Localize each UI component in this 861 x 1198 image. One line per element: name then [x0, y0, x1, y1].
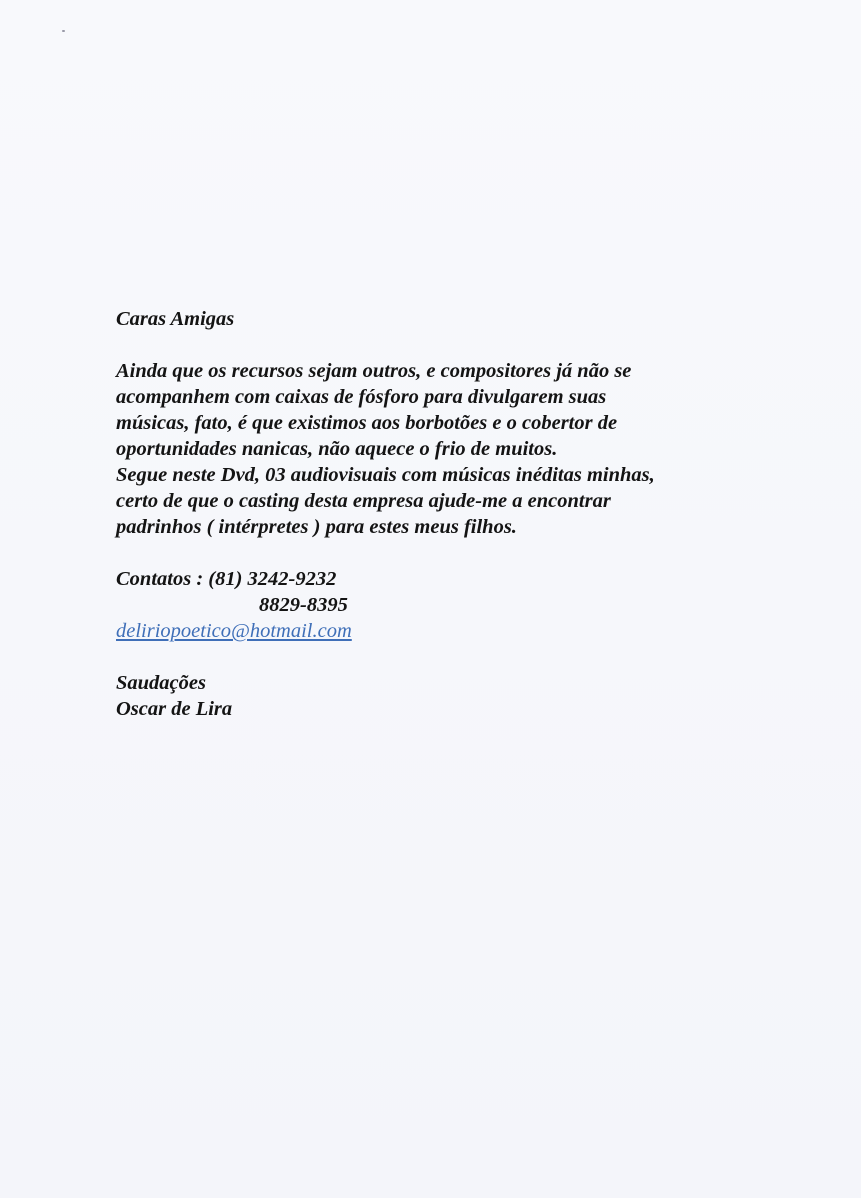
- email-link[interactable]: deliriopoetico@hotmail.com: [116, 620, 352, 642]
- body-line: Ainda que os recursos sejam outros, e compositores já não se: [116, 360, 632, 382]
- body-line: acompanhem com caixas de fósforo para divulgarem suas: [116, 386, 607, 408]
- closing: Saudações: [116, 672, 206, 694]
- contacts-line: Contatos : (81) 3242-9232: [116, 568, 337, 590]
- signature: Oscar de Lira: [116, 698, 233, 720]
- body-line: músicas, fato, é que existimos aos borbotões e o cobertor de: [116, 412, 618, 434]
- letter-body: [116, 306, 776, 722]
- paragraph-gap: [116, 644, 776, 670]
- body-line: oportunidades nanicas, não aquece o frio de muitos.: [116, 438, 558, 460]
- body-line: padrinhos ( intérpretes ) para estes meus filhos.: [116, 516, 517, 538]
- body-line: Segue neste Dvd, 03 audiovisuais com músicas inéditas minhas,: [116, 464, 655, 486]
- paper-speck: [62, 30, 65, 32]
- body-line: certo de que o casting desta empresa ajude-me a encontrar: [116, 490, 611, 512]
- phone-secondary: 8829-8395: [259, 594, 348, 616]
- greeting: Caras Amigas: [116, 308, 235, 330]
- paragraph-gap: [116, 540, 776, 566]
- paragraph-gap: [116, 332, 776, 358]
